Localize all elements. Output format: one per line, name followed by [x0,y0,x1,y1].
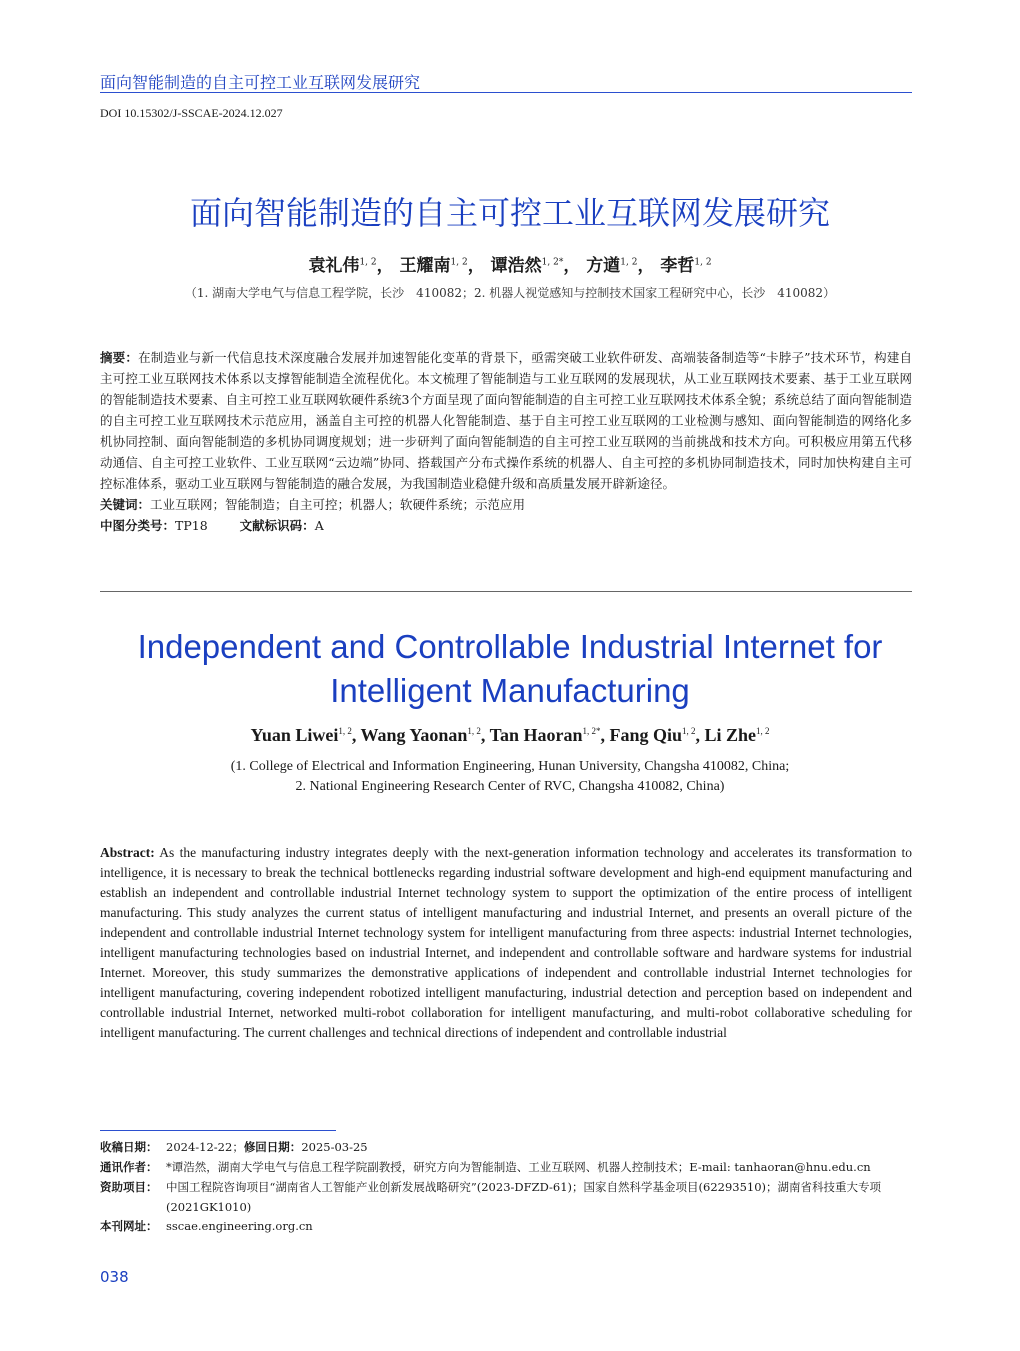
chinese-abstract [100,347,912,494]
received-date: 2024-12-22 [166,1140,233,1154]
english-title [0,625,1020,713]
english-title-line: Independent and Controllable Industrial Internet for [137,628,883,665]
abstract-text: As the manufacturing industry integrates deeply with the next-generation information technology and accelerates its transformation to intelligence, it is necessary to break the technical bottlenecks regarding industrial software development and high-end equipment manufacturing and establish an independent and controllable industrial Internet technology system to support the optimization of the entire process of intelligent manufacturing. This study analyzes the current status of intelligent manufacturing and industrial Internet, and presents an overall picture of the independent and controllable industrial Internet technology system for intelligent manufacturing from three aspects: industrial Internet technologies, intelligent manufacturing technologies based on industrial Internet, and independent and controllable software and hardware systems for industrial Internet. Moreover, this study summarizes the demonstrative applications of independent and controllable industrial Internet technologies for intelligent manufacturing, covering independent robotized intelligent manufacturing, industrial detection and perception based on independent and controllable industrial Internet, networked multi-robot collaboration for intelligent manufacturing, and multi-robot collaborative scheduling for intelligent manufacturing. The current challenges and technical directions of independent and controllable industrial [100,845,912,1040]
clc-label: 中图分类号： [100,518,176,533]
author-affil-mark: 1, 2 [467,726,481,736]
english-abstract [100,843,912,1043]
author-name: Fang Qiu [609,725,682,745]
funding [100,1177,912,1217]
website-link[interactable]: sscae.engineering.org.cn [166,1219,313,1233]
received-dates: 收稿日期： 2024-12-22；修回日期：2025-03-25 [100,1137,912,1157]
author-affil-mark: 1, 2* [582,726,601,736]
english-affiliation [0,757,1020,797]
page-number: 038 [100,1268,129,1286]
corresponding-author [100,1157,912,1177]
header-divider [100,92,912,93]
keywords-text: 工业互联网；智能制造；自主可控；机器人；软硬件系统；示范应用 [150,497,526,512]
author-name: Yuan Liwei [250,725,339,745]
author-name: 谭浩然 [490,256,542,276]
corresponding-text: *谭浩然，湖南大学电气与信息工程学院副教授，研究方向为智能制造、工业互联网、机器人控制技术；E-mail: tanhaoran@hnu.edu.cn [166,1160,871,1174]
author-separator: ， [467,256,485,276]
footnote-divider [100,1130,336,1131]
author-separator: ， [376,256,394,276]
doc-code-label: 文献标识码： [239,518,315,533]
chinese-authors [0,251,1020,276]
author-affil-mark: 1, 2 [338,726,352,736]
author-separator: ， [637,256,655,276]
author-separator: , [351,725,361,745]
author-affil-mark: 1, 2 [694,257,712,268]
doi[interactable]: DOI 10.15302/J-SSCAE-2024.12.027 [100,106,283,120]
clc-value: TP18 [175,518,208,533]
chinese-keywords [100,494,912,515]
running-header: 面向智能制造的自主可控工业互联网发展研究 [100,73,421,92]
author-name: 方遒 [586,256,621,276]
english-authors [0,725,1020,746]
author-affil-mark: 1, 2* [541,257,564,268]
author-separator: , [695,725,705,745]
abstract-label: Abstract: [100,845,155,860]
section-divider [100,591,912,592]
author-separator: ， [563,256,581,276]
author-name: 李哲 [660,256,695,276]
keywords-label: 关键词： [100,497,151,512]
author-name: Tan Haoran [489,725,583,745]
doc-code-value: A [314,518,324,533]
funding-label: 资助项目： [100,1180,158,1194]
website-label: 本刊网址： [100,1219,158,1233]
chinese-title: 面向智能制造的自主可控工业互联网发展研究 [189,194,830,232]
abstract-label: 摘要： [100,350,139,365]
affiliation-line: 2. National Engineering Research Center of RVC, Changsha 410082, China) [295,779,725,794]
chinese-abstract-block [100,347,912,536]
author-separator: , [600,725,610,745]
author-affil-mark: 1, 2 [620,257,638,268]
classification-line [100,515,912,536]
abstract-text: 在制造业与新一代信息技术深度融合发展并加速智能化变革的背景下，亟需突破工业软件研发、高端装备制造等“卡脖子”技术环节，构建自主可控工业互联网技术体系以支撑智能制造全流程优化。本文梳理了智能制造与工业互联网的发展现状，从工业互联网技术要素、基于工业互联网的智能制造技术要素、自主可控工业互联网软硬件系统3个方面呈现了面向智能制造的自主可控工业互联网技术体系全貌；系统总结了面向智能制造的自主可控工业互联网技术示范应用，涵盖自主可控的机器人化智能制造、基于自主可控工业互联网的工业检测与感知、面向智能制造的网络化多机协同控制、面向智能制造的多机协同调度规划；进一步研判了面向智能制造的自主可控工业互联网的当前挑战和技术方向。可积极应用第五代移动通信、自主可控工业软件、工业互联网“云边端”协同、搭载国产分布式操作系统的机器人、自主可控的多机协同制造技术，同时加快构建自主可控标准体系，驱动工业互联网与智能制造的融合发展，为我国制造业稳健升级和高质量发展开辟新途径。 [100,350,912,491]
chinese-affiliation: （1. 湖南大学电气与信息工程学院，长沙 410082；2. 机器人视觉感知与控制技术国家工程研究中心，长沙 410082） [184,286,836,300]
affiliation-line: (1. College of Electrical and Information Engineering, Hunan University, Changsha 410082, China; [230,759,790,774]
author-name: Li Zhe [704,725,757,745]
corresponding-label: 通讯作者： [100,1160,158,1174]
author-name: 王耀南 [399,256,451,276]
author-affil-mark: 1, 2 [682,726,696,736]
author-affil-mark: 1, 2 [450,257,468,268]
revised-date: 2025-03-25 [301,1140,368,1154]
journal-website [100,1216,912,1236]
author-name: Wang Yaonan [360,725,468,745]
author-separator: , [480,725,490,745]
funding-text: 中国工程院咨询项目“湖南省人工智能产业创新发展战略研究”(2023-DFZD-61)；国家自然科学基金项目(62293510)；湖南省科技重大专项(2021GK1010) [166,1180,882,1214]
english-title-line: Intelligent Manufacturing [330,672,690,709]
author-affil-mark: 1, 2 [359,257,377,268]
received-label: 收稿日期： [100,1140,158,1154]
revised-label: 修回日期： [243,1140,302,1154]
author-affil-mark: 1, 2 [756,726,770,736]
author-name: 袁礼伟 [308,256,360,276]
